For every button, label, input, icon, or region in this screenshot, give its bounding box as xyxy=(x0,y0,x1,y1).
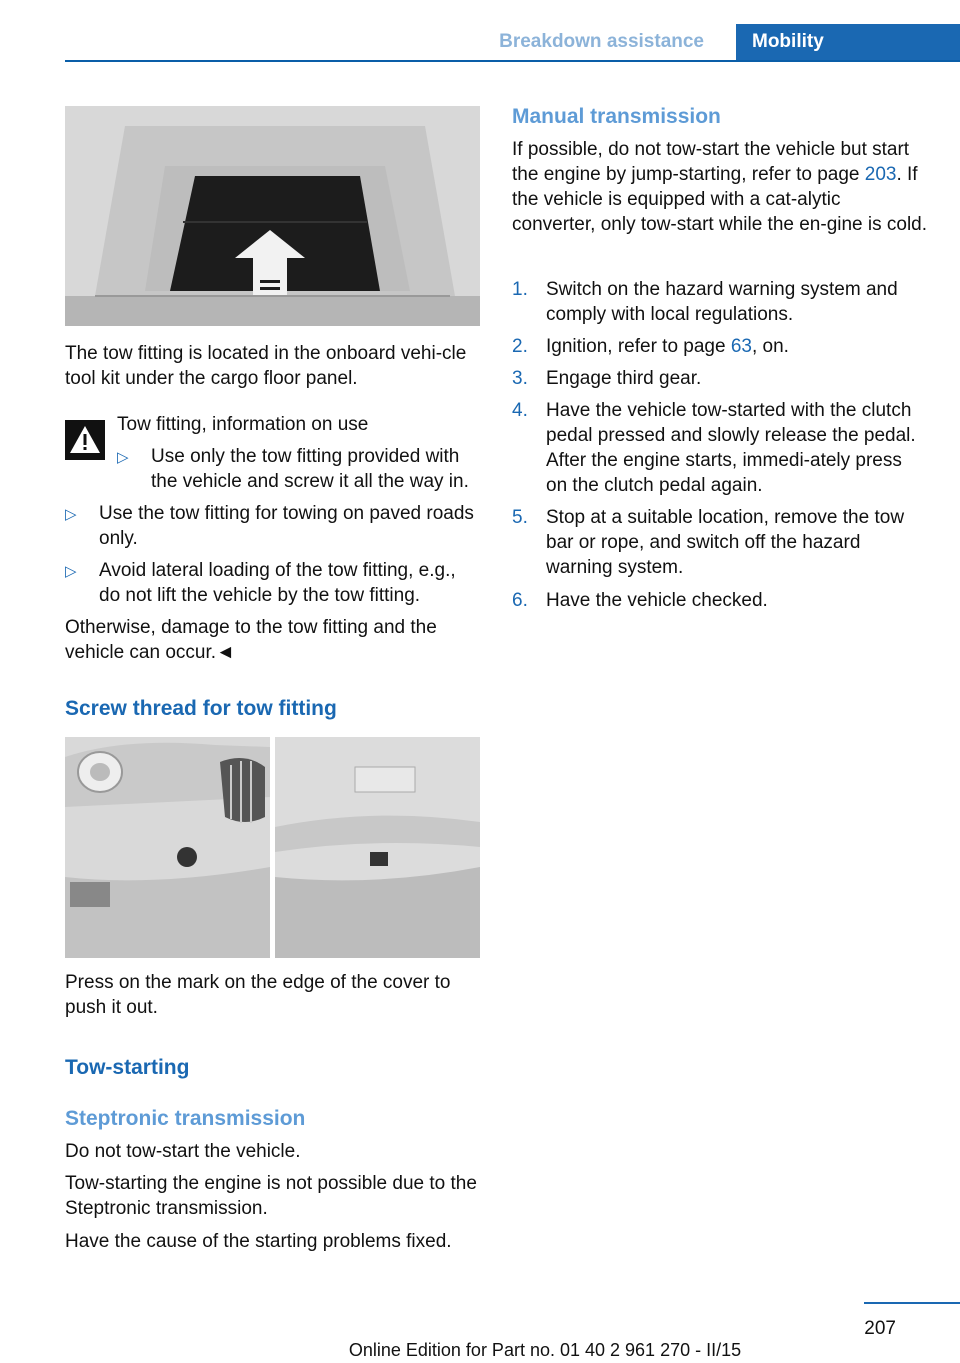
bullet-triangle-icon: ▷ xyxy=(117,449,129,466)
warning-title: Tow fitting, information on use xyxy=(117,414,369,435)
heading-screw-thread: Screw thread for tow fitting xyxy=(65,697,337,720)
cargo-floor-illustration xyxy=(65,106,480,326)
footer-rule xyxy=(864,1302,960,1304)
page-link-203[interactable]: 203 xyxy=(864,164,897,185)
cargo-floor-figure xyxy=(65,106,480,326)
page-header xyxy=(65,24,960,62)
steptronic-text-3: Have the cause of the starting problems fixed. xyxy=(65,1231,452,1252)
bullet-triangle-icon: ▷ xyxy=(65,506,77,523)
edition-footer: Online Edition for Part no. 01 40 2 961 270 - II/15 xyxy=(348,1340,742,1360)
page-link-63[interactable]: 63 xyxy=(730,336,752,357)
heading-steptronic: Steptronic transmission xyxy=(65,1107,306,1130)
warning-icon xyxy=(65,420,105,460)
bullet-triangle-icon: ▷ xyxy=(65,563,77,580)
manual-intro-text: If possible, do not tow-start the vehicle but start the engine by jump-starting, refer to page 203. If the vehicle is equipped with a cat‐alytic converter, only tow-start while the en‐gine is cold. xyxy=(512,139,928,235)
header-chapter-tab: Mobility xyxy=(736,24,960,62)
bumper-cover-figure xyxy=(65,737,480,958)
steptronic-text-2: Tow-starting the engine is not possible due to the Steptronic transmission. xyxy=(65,1173,477,1219)
heading-tow-starting: Tow-starting xyxy=(65,1056,190,1079)
header-section-title: Breakdown assistance xyxy=(499,31,704,52)
heading-manual-transmission: Manual transmission xyxy=(512,105,721,128)
tow-fitting-location-text: The tow fitting is located in the onboard vehi‐cle tool kit under the cargo floor panel. xyxy=(65,343,467,389)
bumper-illustration xyxy=(65,737,480,958)
damage-warning-text: Otherwise, damage to the tow fitting and the vehicle can occur.◄ xyxy=(65,617,437,663)
page-number: 207 xyxy=(864,1318,896,1339)
cover-instruction-text: Press on the mark on the edge of the cover to push it out. xyxy=(65,972,451,1018)
steptronic-text-1: Do not tow-start the vehicle. xyxy=(65,1141,301,1162)
header-rule xyxy=(65,60,960,62)
